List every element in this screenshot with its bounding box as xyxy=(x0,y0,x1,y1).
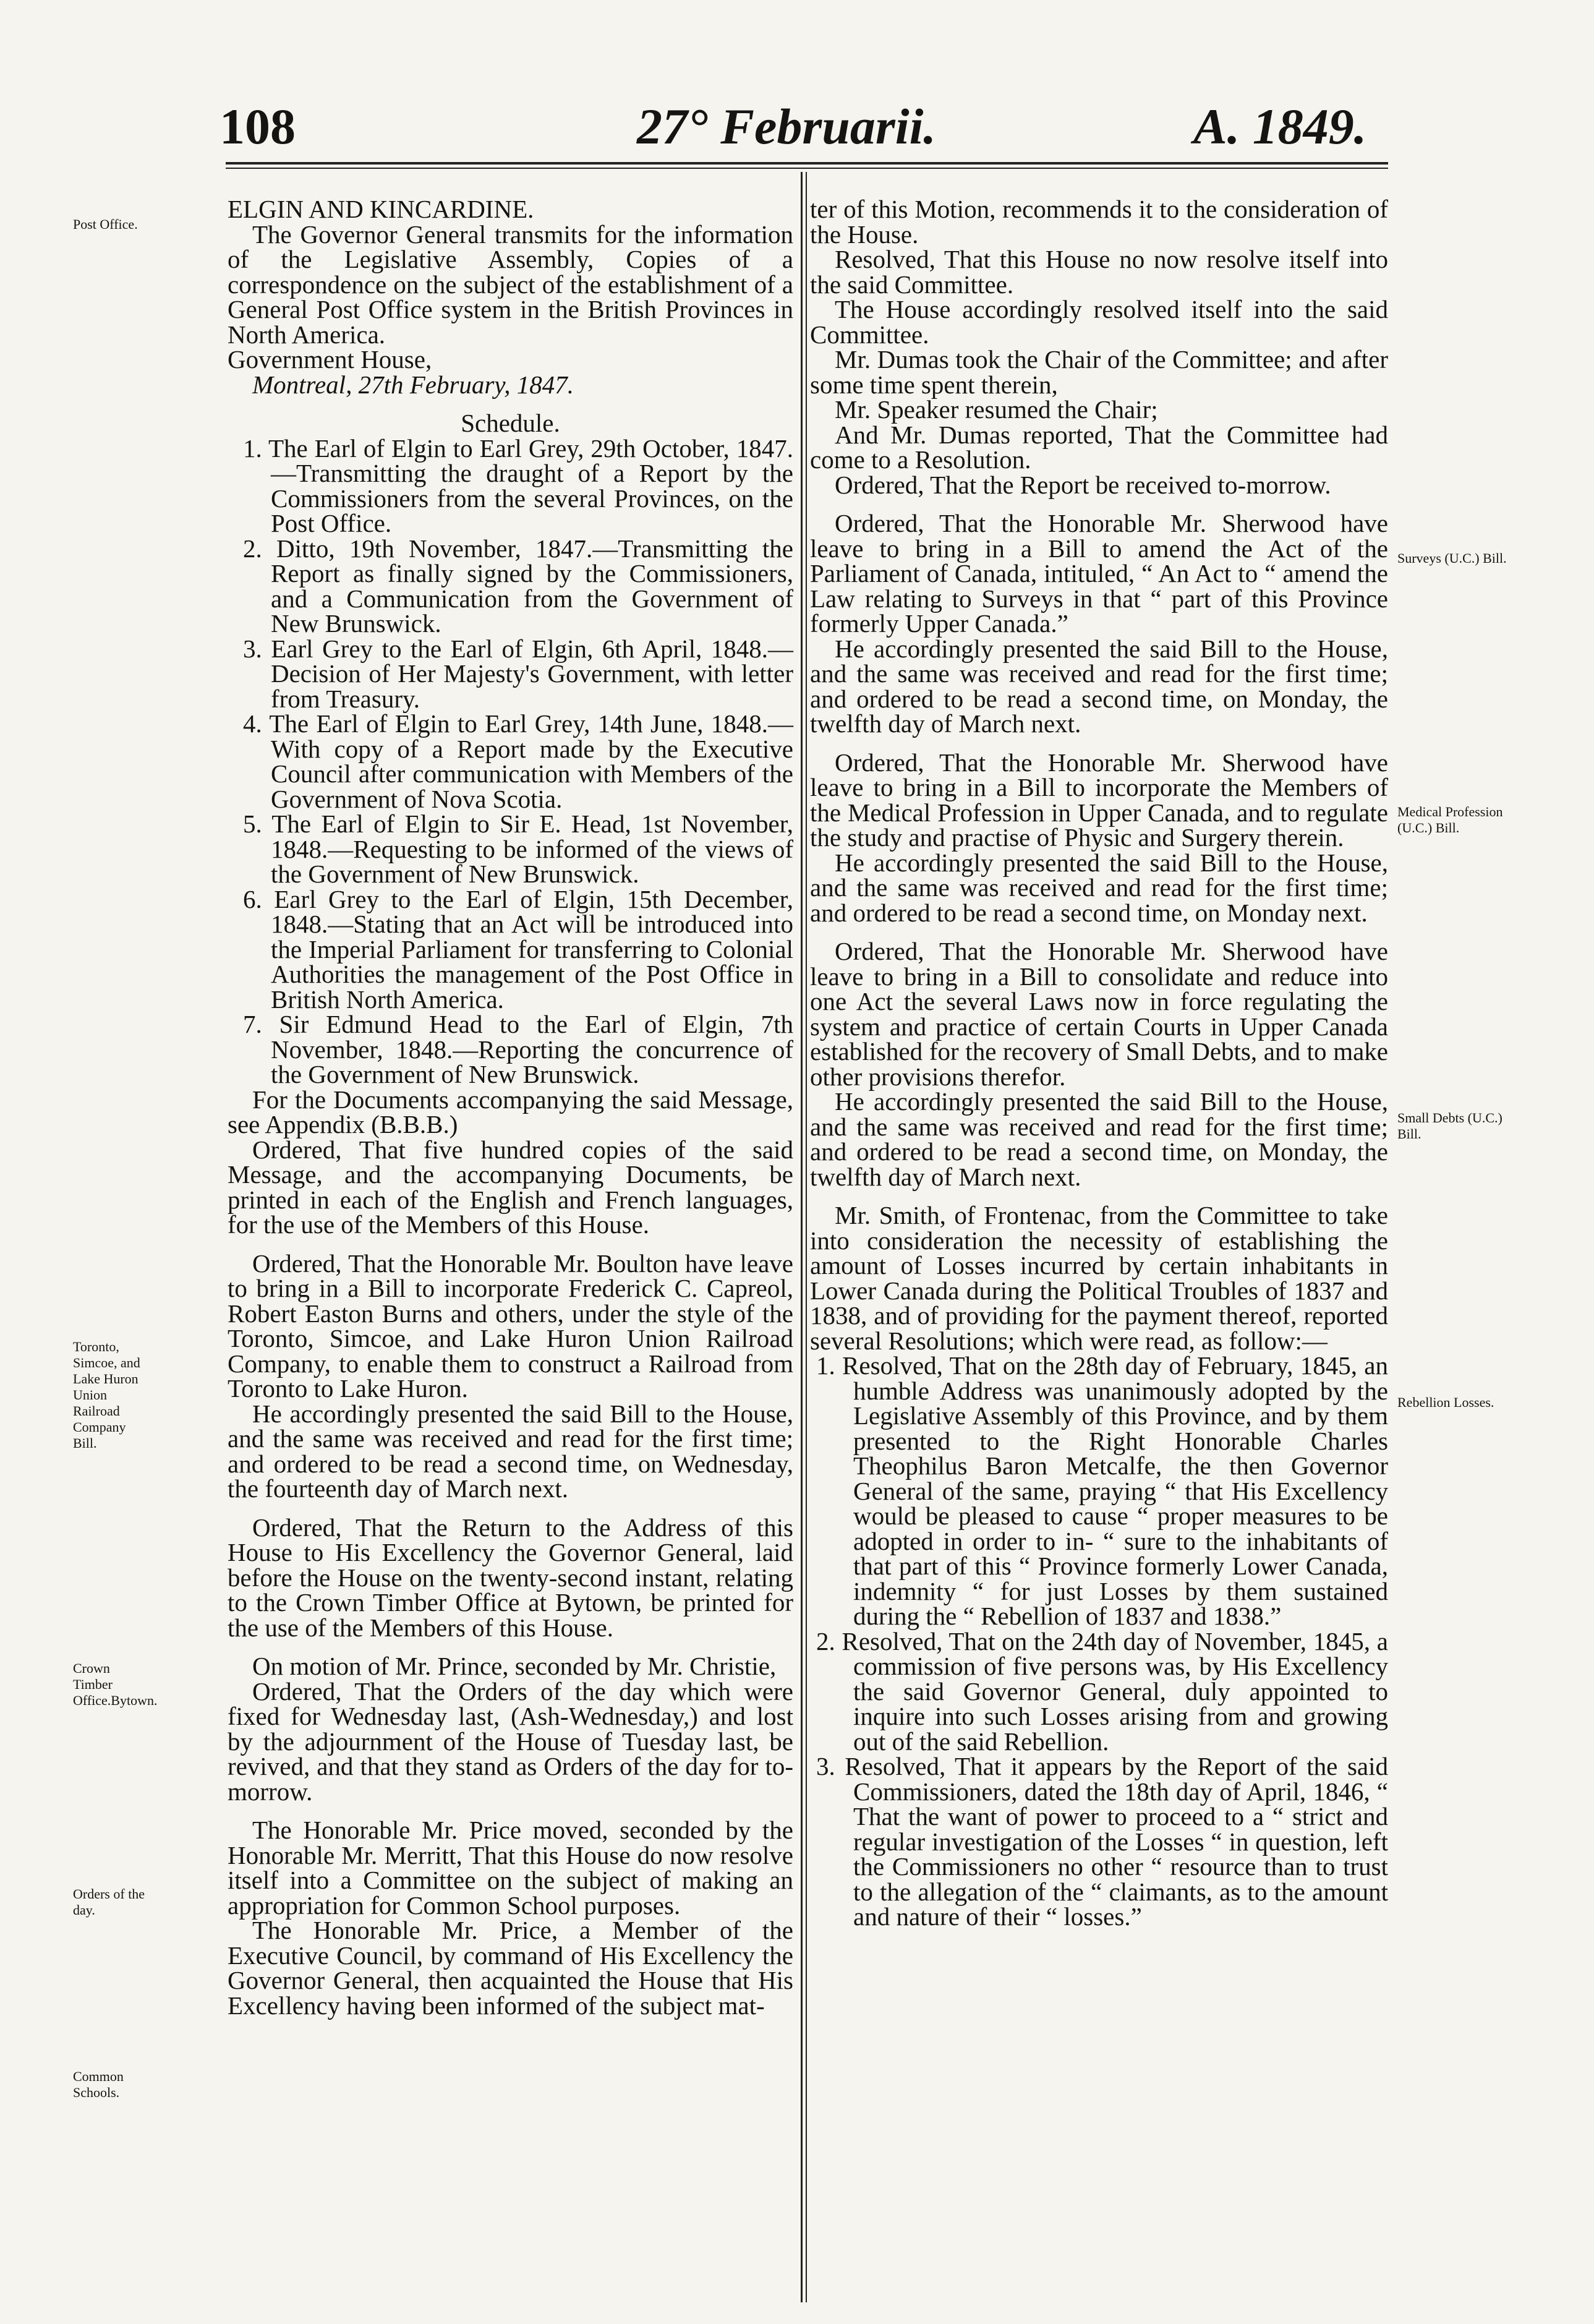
margin-note-common-schools: Common Schools. xyxy=(73,2069,124,2100)
left-column-paragraph: Ordered, That the Return to the Address of this House to His Excellency the Governor General, laid before the House on the twenty-second instant, relating to the Crown Timber Office at Bytown, be printed for the use of the Members of this House. xyxy=(228,1513,793,1642)
right-column-paragraph: The House accordingly resolved itself into the said Committee. xyxy=(810,295,1388,349)
left-column-paragraph: Schedule. xyxy=(461,409,560,437)
left-column-paragraph: ELGIN AND KINCARDINE. xyxy=(228,195,534,223)
left-column-paragraph: On motion of Mr. Prince, seconded by Mr. Christie, xyxy=(252,1652,777,1680)
left-column-paragraph: 5. The Earl of Elgin to Sir E. Head, 1st November, 1848.—Requesting to be informed of the views of the Government of New Brunswick. xyxy=(243,810,793,888)
left-column-paragraph: 6. Earl Grey to the Earl of Elgin, 15th December, 1848.—Stating that an Act will be introduced into the Imperial Parliament for transferring to Colonial Authorities the management of the Post Office in British North America. xyxy=(243,884,793,1014)
column-divider xyxy=(801,172,807,2302)
left-column-paragraph: Government House, xyxy=(228,345,432,374)
margin-note-post-office: Post Office. xyxy=(73,216,138,232)
right-column-paragraph: Mr. Smith, of Frontenac, from the Committee to take into consideration the necessity of establishing the amount of Losses incurred by certain inhabitants in Lower Canada during the Political Troubles of 1837 and 1838, and of providing for the payment thereof, reported several Resolutions; which were read, as follow:— xyxy=(810,1201,1388,1355)
right-column-paragraph: Mr. Dumas took the Chair of the Committee; and after some time spent therein, xyxy=(810,345,1388,399)
page-number: 108 xyxy=(219,98,296,155)
right-column-paragraph: And Mr. Dumas reported, That the Committee had come to a Resolution. xyxy=(810,420,1388,474)
right-column-paragraph: 3. Resolved, That it appears by the Report of the said Commissioners, dated the 18th day of April, 1846, “ That the want of power to proceed to a “ strict and regular investigation of the Losses “ in question, left the Commissioners no other “ resource than to trust to the allegation of the “ claimants, as to the amount and nature of their “ losses.” xyxy=(816,1752,1388,1931)
right-column-paragraph: 2. Resolved, That on the 24th day of November, 1845, a commission of five persons was, by His Excellency the said Governor General, duly appointed to inquire into such Losses arising from and growing out of the said Rebellion. xyxy=(816,1626,1388,1756)
margin-note-rebellion-losses: Rebellion Losses. xyxy=(1397,1395,1494,1410)
margin-note-crown-timber: Crown Timber Office.Bytown. xyxy=(73,1660,158,1708)
right-column-paragraph: He accordingly presented the said Bill to the House, and the same was received and read for the first time; and ordered to be read a second time, on Monday next. xyxy=(810,848,1388,927)
margin-note-surveys-bill: Surveys (U.C.) Bill. xyxy=(1397,550,1507,566)
right-column-paragraph: Ordered, That the Honorable Mr. Sherwood have leave to bring in a Bill to amend the Act of the Parliament of Canada, intituled, “ An Act to “ amend the Law relating to Surveys in that “ part of this Province formerly Upper Canada.” xyxy=(810,509,1388,638)
left-column-paragraph: The Honorable Mr. Price moved, seconded by the Honorable Mr. Merritt, That this House do now resolve itself into a Committee on the subject of making an appropriation for Common School purposes. xyxy=(228,1816,793,1920)
left-column-paragraph: For the Documents accompanying the said Message, see Appendix (B.B.B.) xyxy=(228,1085,793,1139)
right-column-paragraph: He accordingly presented the said Bill to the House, and the same was received and read for the first time; and ordered to be read a second time, on Monday, the twelfth day of March next. xyxy=(810,634,1388,738)
left-column-paragraph: The Governor General transmits for the information of the Legislative Assembly, Copies of a correspondence on the subject of the establishment of a General Post Office system in the British Provinces in North America. xyxy=(228,220,793,349)
page-year-heading: A. 1849. xyxy=(1193,98,1367,155)
header-rule-thin xyxy=(226,168,1388,169)
left-column-paragraph: 7. Sir Edmund Head to the Earl of Elgin, 7th November, 1848.—Reporting the concurrence of the Government of New Brunswick. xyxy=(243,1010,793,1088)
margin-note-orders-of-day: Orders of the day. xyxy=(73,1886,145,1918)
left-column-paragraph: Ordered, That the Honorable Mr. Boulton have leave to bring in a Bill to incorporate Frederick C. Capreol, Robert Easton Burns and others, under the style of the Toronto, Simcoe, and Lake Huron Union Railroad Company, to enable them to construct a Railroad from Toronto to Lake Huron. xyxy=(228,1249,793,1403)
left-column-paragraph: He accordingly presented the said Bill to the House, and the same was received and read for the first time; and ordered to be read a second time, on Wednesday, the fourteenth day of March next. xyxy=(228,1399,793,1503)
margin-note-toronto-railroad: Toronto, Simcoe, and Lake Huron Union Railroad Company Bill. xyxy=(73,1339,140,1451)
left-column xyxy=(228,197,793,2018)
right-column-paragraph: He accordingly presented the said Bill to the House, and the same was received and read for the first time; and ordered to be read a second time, on Monday, the twelfth day of March next. xyxy=(810,1087,1388,1191)
margin-note-small-debts-bill: Small Debts (U.C.) Bill. xyxy=(1397,1110,1502,1142)
right-column-paragraph: Ordered, That the Honorable Mr. Sherwood have leave to bring in a Bill to incorporate the Members of the Medical Profession in Upper Canada, and to regulate the study and practise of Physic and Surgery therein. xyxy=(810,748,1388,852)
left-column-paragraph: 3. Earl Grey to the Earl of Elgin, 6th April, 1848.—Decision of Her Majesty's Government, with letter from Treasury. xyxy=(243,634,793,713)
left-column-paragraph: 4. The Earl of Elgin to Earl Grey, 14th June, 1848.—With copy of a Report made by the Executive Council after communication with Members of the Government of Nova Scotia. xyxy=(243,709,793,813)
left-column-paragraph: Montreal, 27th February, 1847. xyxy=(252,370,574,399)
right-column-paragraph: Ordered, That the Report be received to-morrow. xyxy=(835,470,1331,499)
left-column-paragraph: 2. Ditto, 19th November, 1847.—Transmitting the Report as finally signed by the Commissioners, and a Communication from the Government of New Brunswick. xyxy=(243,534,793,638)
right-column-paragraph: Mr. Speaker resumed the Chair; xyxy=(835,395,1158,424)
right-column-paragraph: Ordered, That the Honorable Mr. Sherwood have leave to bring in a Bill to consolidate and reduce into one Act the several Laws now in force regulating the system and practice of certain Courts in Upper Canada established for the recovery of Small Debts, and to make other provisions therefor. xyxy=(810,937,1388,1091)
page-date-heading: 27° Februarii. xyxy=(637,98,936,155)
right-column-paragraph: ter of this Motion, recommends it to the consideration of the House. xyxy=(810,195,1388,249)
margin-note-medical-bill: Medical Profession (U.C.) Bill. xyxy=(1397,804,1503,835)
left-column-paragraph: 1. The Earl of Elgin to Earl Grey, 29th October, 1847.—Transmitting the draught of a Report by the Commissioners from the several Provinces, on the Post Office. xyxy=(243,434,793,537)
right-column xyxy=(810,197,1388,1929)
left-column-paragraph: Ordered, That the Orders of the day which were fixed for Wednesday last, (Ash-Wednesday,) and lost by the adjournment of the House of Tuesday last, be revived, and that they stand as Orders of the day for to-morrow. xyxy=(228,1677,793,1806)
header-rule-thick xyxy=(226,162,1388,164)
right-column-paragraph: Resolved, That this House no now resolve itself into the said Committee. xyxy=(810,245,1388,299)
left-column-paragraph: Ordered, That five hundred copies of the said Message, and the accompanying Documents, be printed in each of the English and French languages, for the use of the Members of this House. xyxy=(228,1135,793,1239)
right-column-paragraph: 1. Resolved, That on the 28th day of February, 1845, an humble Address was unanimously adopted by the Legislative Assembly of this Province, and by them presented to the Right Honorable Charles Theophilus Baron Metcalfe, the then Governor General of the same, praying “ that His Excellency would be pleased to cause “ proper measures to be adopted in order to in- “ sure to the inhabitants of that part of this “ Province formerly Lower Canada, indemnity “ for just Losses by them sustained during the “ Rebellion of 1837 and 1838.” xyxy=(816,1351,1388,1630)
left-column-paragraph: The Honorable Mr. Price, a Member of the Executive Council, by command of His Excellency the Governor General, then acquainted the House that His Excellency having been informed of the subject mat- xyxy=(228,1916,793,2020)
